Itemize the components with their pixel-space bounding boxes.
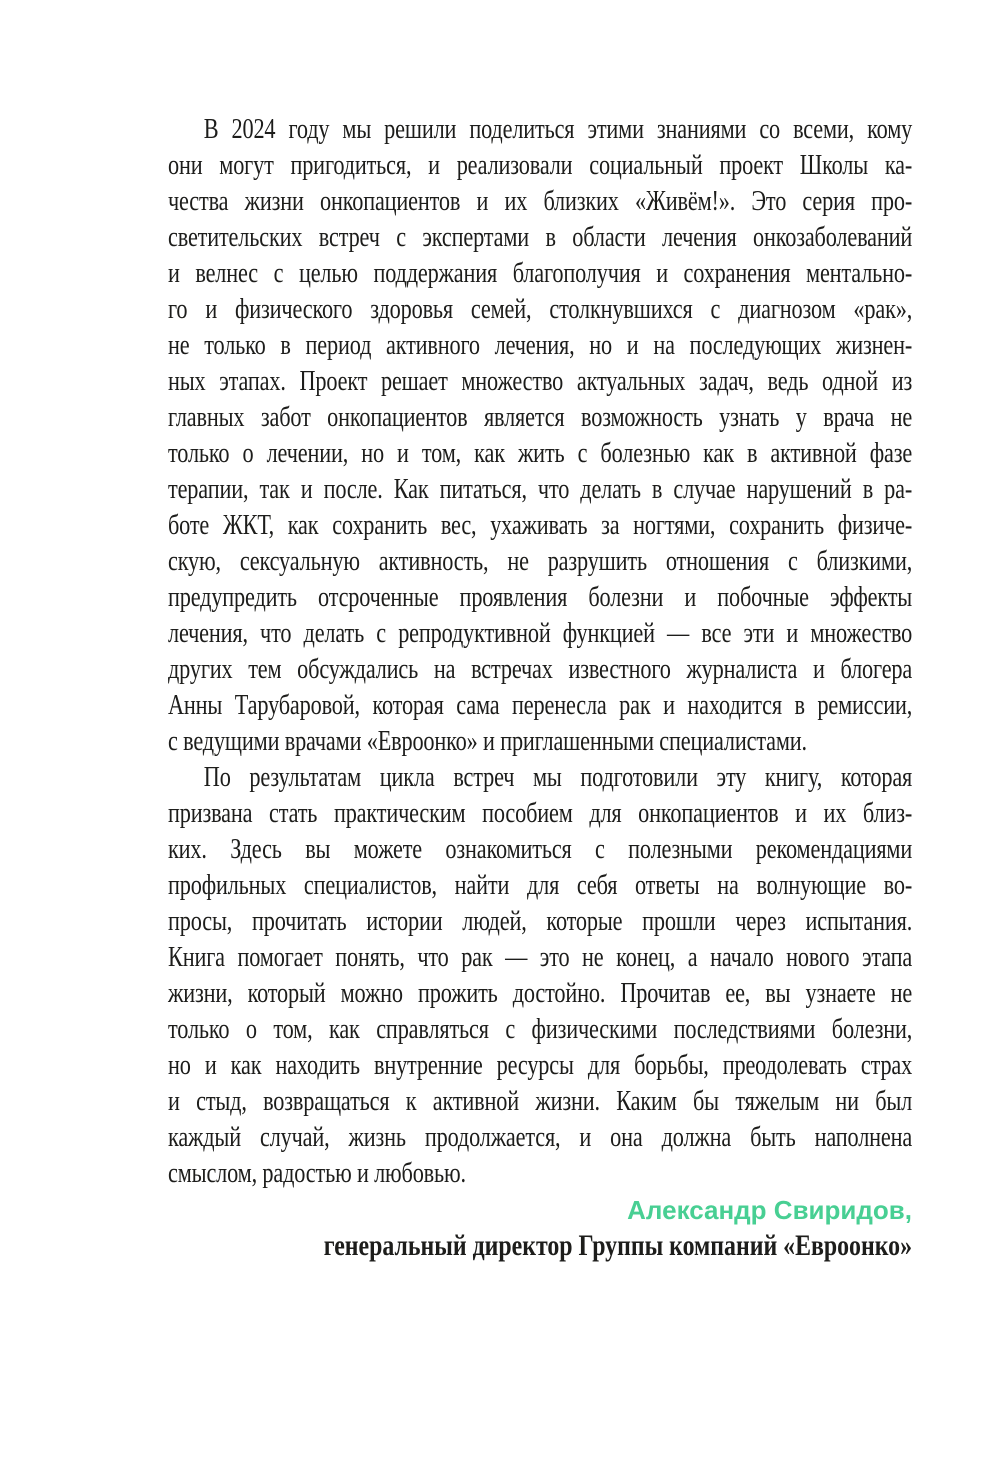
text-line: и велнес с целью поддержания благополучия и сохранения ментально- xyxy=(168,258,913,289)
text-line: светительских встреч с экспертами в области лечения онкозаболеваний xyxy=(168,222,913,253)
paragraph xyxy=(168,760,912,1192)
text-line: призвана стать практическим пособием для онкопациентов и их близ- xyxy=(168,798,913,829)
text-line: смыслом, радостью и любовью. xyxy=(168,1158,466,1189)
text-line: ких. Здесь вы можете ознакомиться с полезными рекомендациями xyxy=(168,834,913,865)
text-line: скую, сексуальную активность, не разрушить отношения с близкими, xyxy=(168,546,913,577)
text-line: В 2024 году мы решили поделиться этими знаниями со всеми, кому xyxy=(203,114,913,145)
text-line: жизни, который можно прожить достойно. Прочитав ее, вы узнаете не xyxy=(168,978,913,1009)
text-line: но и как находить внутренние ресурсы для борьбы, преодолевать страх xyxy=(168,1050,913,1081)
body-text xyxy=(168,112,912,1264)
text-line: предупредить отсроченные проявления болезни и побочные эффекты xyxy=(168,582,913,613)
text-line: не только в период активного лечения, но и на последующих жизнен- xyxy=(168,330,913,361)
text-line: и стыд, возвращаться к активной жизни. Каким бы тяжелым ни был xyxy=(168,1086,913,1117)
text-line: Книга помогает понять, что рак — это не конец, а начало нового этапа xyxy=(168,942,913,973)
text-line: Анны Тарубаровой, которая сама перенесла рак и находится в ремиссии, xyxy=(168,690,913,721)
paragraphs-container xyxy=(168,112,912,1192)
text-line: только о лечении, но и том, как жить с болезнью как в активной фазе xyxy=(168,438,913,469)
text-line: боте ЖКТ, как сохранить вес, ухаживать за ногтями, сохранить физиче- xyxy=(168,510,913,541)
text-line: с ведущими врачами «Евроонко» и приглашенными специалистами. xyxy=(168,726,807,757)
text-line: профильных специалистов, найти для себя ответы на волнующие во- xyxy=(168,870,913,901)
paragraph xyxy=(168,112,912,760)
text-line: лечения, что делать с репродуктивной функцией — все эти и множество xyxy=(168,618,913,649)
signature-name: Александр Свиридов, xyxy=(627,1195,912,1225)
text-line: ных этапах. Проект решает множество актуальных задач, ведь одной из xyxy=(168,366,913,397)
text-line: они могут пригодиться, и реализовали социальный проект Школы ка- xyxy=(168,150,913,181)
text-line: просы, прочитать истории людей, которые прошли через испытания. xyxy=(168,906,913,937)
text-line: каждый случай, жизнь продолжается, и она должна быть наполнена xyxy=(168,1122,913,1153)
text-line: терапии, так и после. Как питаться, что делать в случае нарушений в ра- xyxy=(168,474,913,505)
signature-title: генеральный директор Группы компаний «Евроонко» xyxy=(323,1229,912,1262)
text-line: По результатам цикла встреч мы подготовили эту книгу, которая xyxy=(203,762,913,793)
text-line: чества жизни онкопациентов и их близких «Живём!». Это серия про- xyxy=(168,186,913,217)
signature-block xyxy=(168,1192,912,1264)
text-line: главных забот онкопациентов является возможность узнать у врача не xyxy=(168,402,913,433)
text-line: только о том, как справляться с физическими последствиями болезни, xyxy=(168,1014,913,1045)
text-line: го и физического здоровья семей, столкнувшихся с диагнозом «рак», xyxy=(168,294,913,325)
text-line: других тем обсуждались на встречах известного журналиста и блогера xyxy=(168,654,913,685)
